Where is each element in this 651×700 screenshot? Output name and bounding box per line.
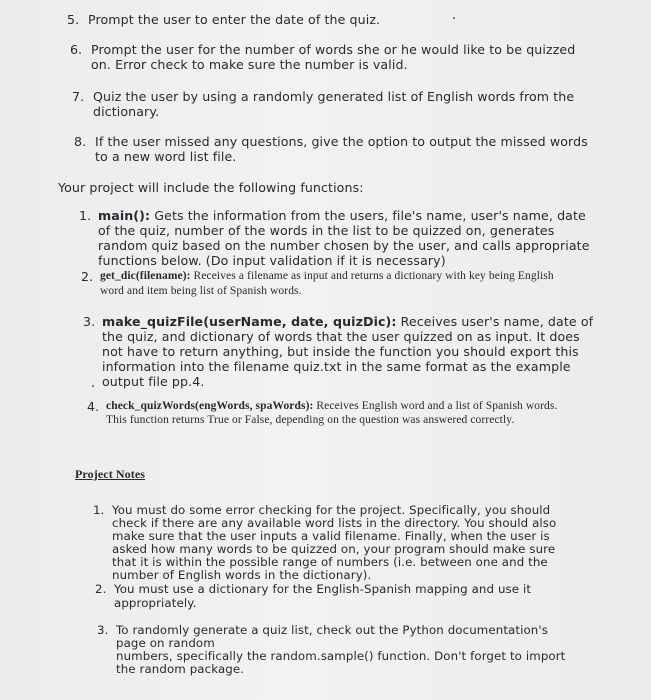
step-number: 8. [74, 134, 87, 149]
note-number: 3. [97, 623, 109, 637]
function-number: 3. [83, 314, 96, 329]
step-text: Prompt the user to enter the date of the quiz. [88, 12, 381, 27]
note-text: that it is within the possible range of numbers (i.e. between one and the [112, 555, 548, 569]
note-text: numbers, specifically the random.sample() function. Don't forget to import [116, 649, 566, 663]
note-text: make sure that the user inputs a valid filename. Finally, when the user is [112, 529, 550, 543]
function-line: word and item being list of Spanish words. [100, 285, 302, 297]
step-text: dictionary. [93, 104, 160, 119]
function-line [106, 400, 557, 413]
function-desc: Gets the information from the users, file's name, user's name, date [150, 208, 586, 223]
function-line: This function returns True or False, depending on the question was answered correctly. [106, 414, 515, 426]
function-name: get_dic(filename): [100, 270, 191, 282]
note-text: asked how many words to be quizzed on, your program should make sure [112, 542, 556, 556]
step-text: Prompt the user for the number of words she or he would like to be quizzed [91, 42, 576, 57]
note-number: 2. [95, 582, 107, 596]
function-line: random quiz based on the number chosen by the user, and calls appropriate [98, 238, 590, 253]
function-number: 1. [79, 208, 92, 223]
note-text: appropriately. [114, 596, 197, 610]
step-number: 5. [67, 12, 80, 27]
function-line [100, 270, 554, 283]
project-notes-heading: Project Notes [75, 467, 146, 481]
note-text: You must use a dictionary for the English-Spanish mapping and use it [114, 582, 532, 596]
function-line: functions below. (Do input validation if it is necessary) [98, 253, 446, 268]
note-text: You must do some error checking for the project. Specifically, you should [112, 503, 551, 517]
functions-intro: Your project will include the following functions: [58, 180, 364, 195]
note-text: check if there are any available word lists in the directory. You should also [112, 516, 557, 530]
function-desc: Receives user's name, date of [396, 314, 594, 329]
function-line [98, 208, 586, 223]
step-text: If the user missed any questions, give the option to output the missed words [95, 134, 588, 149]
step-text: on. Error check to make sure the number is valid. [91, 57, 408, 72]
step-number: 6. [70, 42, 83, 57]
step-text: to a new word list file. [95, 149, 237, 164]
step-number: 7. [72, 89, 85, 104]
note-text: number of English words in the dictionary). [112, 568, 372, 582]
step-text: Quiz the user by using a randomly generated list of English words from the [93, 89, 575, 104]
function-line: the quiz, and dictionary of words that the user quizzed on as input. It does [102, 329, 580, 344]
function-number: 2. [81, 269, 94, 284]
function-desc: Receives a filename as input and returns a dictionary with key being English [190, 270, 554, 282]
stray-mark [92, 385, 94, 387]
note-text: the random package. [116, 662, 245, 676]
note-text: To randomly generate a quiz list, check out the Python documentation's [116, 623, 548, 637]
function-desc: Receives English word and a list of Spanish words. [313, 400, 558, 412]
function-line: output file pp.4. [102, 374, 205, 389]
function-name: make_quizFile(userName, date, quizDic): [102, 314, 397, 329]
function-name: main(): [98, 208, 151, 223]
note-text: page on random [116, 636, 215, 650]
function-line: not have to return anything, but inside the function you should export this [102, 344, 579, 359]
note-number: 1. [93, 503, 105, 517]
function-line [102, 314, 593, 329]
function-number: 4. [87, 399, 100, 414]
function-line: of the quiz, number of the words in the list to be quizzed on, generates [98, 223, 555, 238]
function-name: check_quizWords(engWords, spaWords): [106, 400, 314, 412]
function-line: information into the filename quiz.txt in the same format as the example [102, 359, 571, 374]
stray-mark [453, 17, 455, 19]
